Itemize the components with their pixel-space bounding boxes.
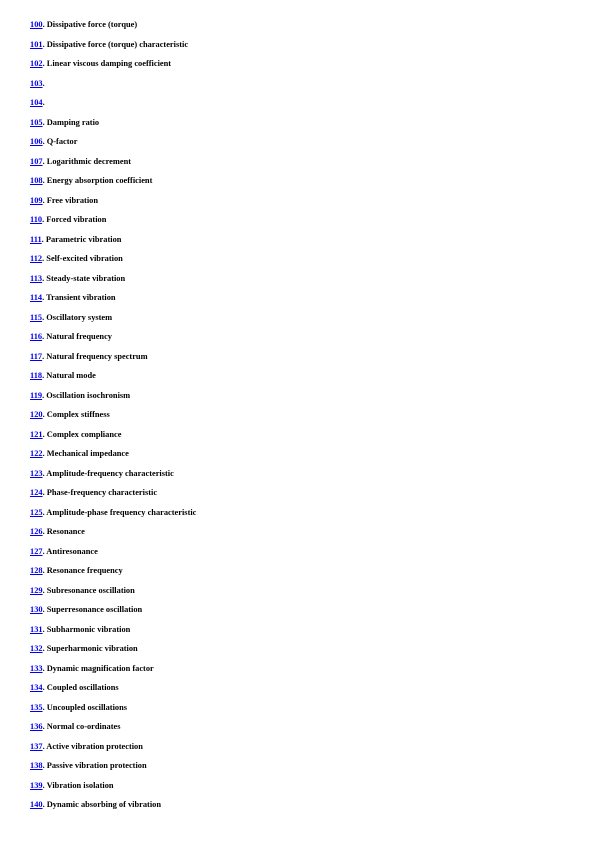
term-separator: . <box>42 683 47 692</box>
term-text: Dynamic absorbing of vibration <box>46 800 161 809</box>
term-entry <box>30 349 196 369</box>
term-separator: . <box>41 234 46 244</box>
term-text: Logarithmic decrement <box>46 156 132 166</box>
term-number-link[interactable]: 117 <box>30 351 43 361</box>
term-index-list <box>30 17 196 817</box>
term-text: Coupled oscillations <box>46 683 119 692</box>
term-entry <box>30 485 196 505</box>
term-entry <box>30 232 196 252</box>
term-entry <box>30 388 196 408</box>
term-number-link[interactable]: 124 <box>30 488 43 497</box>
term-text: Vibration isolation <box>46 780 114 790</box>
term-text: Resonance <box>46 527 85 536</box>
term-entry <box>30 310 196 330</box>
term-separator: . <box>42 20 47 29</box>
term-number-link[interactable]: 135 <box>30 702 43 712</box>
term-number-link[interactable]: 126 <box>30 527 43 536</box>
term-separator: . <box>42 644 47 653</box>
term-text: Phase-frequency characteristic <box>46 488 158 497</box>
term-separator: . <box>42 585 47 595</box>
term-separator: . <box>42 156 47 166</box>
term-text: Steady-state vibration <box>46 273 126 283</box>
term-text: Amplitude-frequency characteristic <box>46 468 174 478</box>
term-entry <box>30 544 196 564</box>
term-number-link[interactable]: 104 <box>30 98 43 107</box>
term-separator: . <box>42 117 47 127</box>
term-text: Free vibration <box>46 195 98 205</box>
term-separator: . <box>42 507 47 517</box>
term-text: Dynamic magnification factor <box>46 663 154 673</box>
term-number-link[interactable]: 123 <box>30 468 43 478</box>
term-text: Energy absorption coefficient <box>46 176 153 185</box>
term-entry <box>30 37 196 57</box>
term-number-link[interactable]: 108 <box>30 176 43 185</box>
term-separator: . <box>42 780 47 790</box>
term-entry <box>30 193 196 213</box>
term-separator: . <box>42 605 47 614</box>
term-text: Parametric vibration <box>45 234 122 244</box>
term-separator: . <box>42 195 47 205</box>
term-separator: . <box>42 312 47 322</box>
term-entry <box>30 407 196 427</box>
term-number-link[interactable]: 131 <box>30 624 43 634</box>
term-text: Oscillatory system <box>46 312 113 322</box>
term-text: Antiresonance <box>46 546 98 556</box>
term-number-link[interactable]: 116 <box>30 332 43 341</box>
term-entry <box>30 778 196 798</box>
term-text: Superharmonic vibration <box>46 644 138 653</box>
term-separator: . <box>42 722 47 731</box>
term-number-link[interactable]: 121 <box>30 429 43 439</box>
term-number-link[interactable]: 137 <box>30 741 43 751</box>
term-number-link[interactable]: 109 <box>30 195 43 205</box>
term-number-link[interactable]: 112 <box>30 254 43 263</box>
term-separator: . <box>42 800 47 809</box>
term-text: Uncoupled oscillations <box>46 702 128 712</box>
term-separator: . <box>42 429 47 439</box>
term-entry <box>30 583 196 603</box>
term-number-link[interactable]: 101 <box>30 39 43 49</box>
term-entry <box>30 602 196 622</box>
term-text: Amplitude-phase frequency characteristic <box>46 507 197 517</box>
term-entry <box>30 797 196 817</box>
term-separator: . <box>42 371 47 380</box>
term-entry <box>30 641 196 661</box>
term-separator: . <box>42 624 47 634</box>
term-separator: . <box>42 761 47 770</box>
term-entry <box>30 466 196 486</box>
term-separator: . <box>42 527 47 536</box>
term-separator: . <box>42 488 47 497</box>
term-separator: . <box>42 176 47 185</box>
term-number-link[interactable]: 138 <box>30 761 43 770</box>
term-number-link[interactable]: 127 <box>30 546 43 556</box>
term-number-link[interactable]: 115 <box>30 312 43 322</box>
term-entry <box>30 115 196 135</box>
term-text: Q-factor <box>46 137 78 146</box>
term-entry <box>30 700 196 720</box>
term-text: Active vibration protection <box>46 741 143 751</box>
term-text: Dissipative force (torque) <box>46 20 138 29</box>
term-entry <box>30 505 196 525</box>
term-text: Self-excited vibration <box>46 254 123 263</box>
term-separator: . <box>42 546 47 556</box>
term-separator: . <box>42 78 45 88</box>
term-number-link[interactable]: 114 <box>30 293 43 302</box>
term-number-link[interactable]: 128 <box>30 566 43 575</box>
term-text: Subharmonic vibration <box>46 624 131 634</box>
term-separator: . <box>42 702 47 712</box>
term-number-link[interactable]: 102 <box>30 59 43 68</box>
term-separator: . <box>42 293 47 302</box>
term-text: Subresonance oscillation <box>46 585 135 595</box>
term-entry <box>30 329 196 349</box>
term-entry <box>30 758 196 778</box>
term-separator: . <box>42 59 47 68</box>
term-separator: . <box>42 98 45 107</box>
term-separator: . <box>42 468 47 478</box>
term-text: Resonance frequency <box>46 566 123 575</box>
term-separator: . <box>42 566 47 575</box>
term-text: Superresonance oscillation <box>46 605 143 614</box>
term-entry <box>30 251 196 271</box>
term-separator: . <box>42 410 47 419</box>
term-entry <box>30 680 196 700</box>
term-entry <box>30 290 196 310</box>
term-separator: . <box>42 215 47 224</box>
term-number-link[interactable]: 103 <box>30 78 43 88</box>
term-text: Dissipative force (torque) characteristic <box>46 39 189 49</box>
term-number-link[interactable]: 105 <box>30 117 43 127</box>
term-separator: . <box>42 449 47 458</box>
term-number-link[interactable]: 136 <box>30 722 43 731</box>
term-separator: . <box>42 390 47 400</box>
term-text: Damping ratio <box>46 117 100 127</box>
term-number-link[interactable]: 106 <box>30 137 43 146</box>
term-text: Complex compliance <box>46 429 122 439</box>
term-entry <box>30 271 196 291</box>
term-entry <box>30 134 196 154</box>
term-entry <box>30 622 196 642</box>
term-text: Normal co-ordinates <box>46 722 121 731</box>
term-separator: . <box>42 351 47 361</box>
term-entry <box>30 212 196 232</box>
term-number-link[interactable]: 130 <box>30 605 43 614</box>
term-separator: . <box>42 39 47 49</box>
term-text: Linear viscous damping coefficient <box>46 59 172 68</box>
term-entry <box>30 173 196 193</box>
term-entry <box>30 719 196 739</box>
term-number-link[interactable]: 110 <box>30 215 43 224</box>
term-text: Forced vibration <box>46 215 107 224</box>
term-entry <box>30 56 196 76</box>
term-entry <box>30 95 196 115</box>
term-text: Natural mode <box>46 371 96 380</box>
term-separator: . <box>42 663 47 673</box>
term-entry <box>30 427 196 447</box>
term-separator: . <box>42 137 47 146</box>
term-number-link[interactable]: 107 <box>30 156 43 166</box>
term-separator: . <box>42 741 47 751</box>
term-separator: . <box>42 273 47 283</box>
term-text: Transient vibration <box>46 293 116 302</box>
term-text: Oscillation isochronism <box>46 390 131 400</box>
term-number-link[interactable]: 134 <box>30 683 43 692</box>
term-text: Passive vibration protection <box>46 761 147 770</box>
term-separator: . <box>42 254 47 263</box>
term-entry <box>30 76 196 96</box>
term-separator: . <box>42 332 47 341</box>
term-entry <box>30 524 196 544</box>
term-text: Mechanical impedance <box>46 449 129 458</box>
term-entry <box>30 446 196 466</box>
term-number-link[interactable]: 132 <box>30 644 43 653</box>
term-entry <box>30 17 196 37</box>
term-entry <box>30 368 196 388</box>
term-number-link[interactable]: 120 <box>30 410 43 419</box>
term-entry <box>30 739 196 759</box>
term-number-link[interactable]: 111 <box>30 234 42 244</box>
term-text: Natural frequency spectrum <box>46 351 148 361</box>
term-number-link[interactable]: 119 <box>30 390 43 400</box>
term-number-link[interactable]: 129 <box>30 585 43 595</box>
term-text: Natural frequency <box>46 332 112 341</box>
term-entry <box>30 563 196 583</box>
term-number-link[interactable]: 113 <box>30 273 43 283</box>
term-number-link[interactable]: 133 <box>30 663 43 673</box>
term-entry <box>30 661 196 681</box>
term-number-link[interactable]: 100 <box>30 20 43 29</box>
term-entry <box>30 154 196 174</box>
term-text: Complex stiffness <box>46 410 110 419</box>
term-number-link[interactable]: 140 <box>30 800 43 809</box>
term-number-link[interactable]: 125 <box>30 507 43 517</box>
term-number-link[interactable]: 118 <box>30 371 43 380</box>
term-number-link[interactable]: 122 <box>30 449 43 458</box>
term-number-link[interactable]: 139 <box>30 780 43 790</box>
